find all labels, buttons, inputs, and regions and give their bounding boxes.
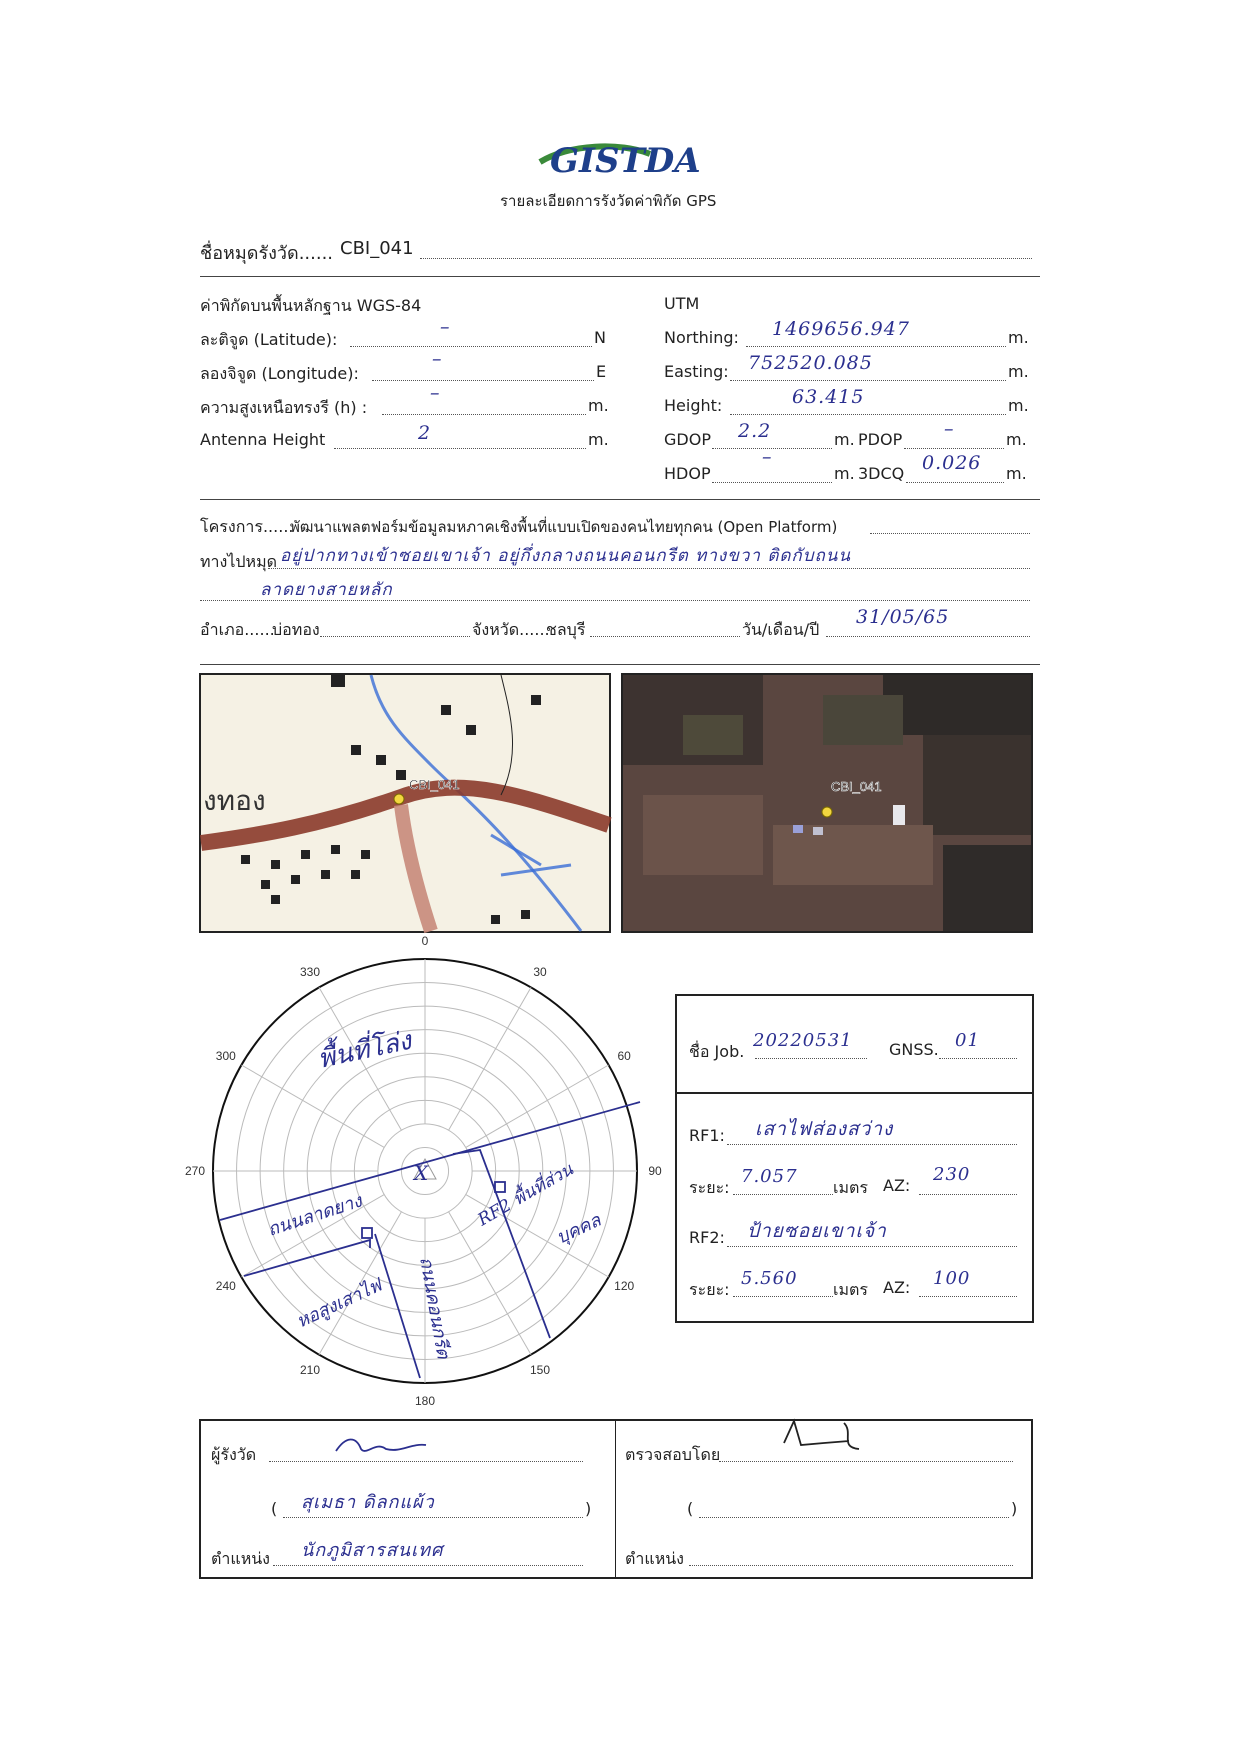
date-label: วัน/เดือน/ปี [742, 620, 820, 639]
sky-annot-rf1: หอสูงเสาไฟ [293, 1274, 386, 1333]
signature-box [199, 1419, 1033, 1579]
gdop-label: GDOP [664, 430, 711, 449]
h-unit: m. [588, 396, 609, 415]
gdop-unit: m. [834, 430, 855, 449]
lat-unit: N [594, 328, 606, 347]
sky-plot-azimuth-label: 150 [529, 1363, 551, 1378]
sky-plot-azimuth-label: 60 [617, 1049, 631, 1063]
sky-plot-azimuth-label: 120 [614, 1279, 635, 1293]
form-title: รายละเอียดการรังวัดค่าพิกัด GPS [500, 192, 717, 210]
district-value: บ่อทอง [272, 620, 320, 639]
sky-plot-azimuth-label: 240 [215, 1279, 236, 1293]
lat-value: – [440, 316, 451, 338]
gnss-value: 01 [955, 1030, 980, 1051]
sky-plot-azimuth-label: 330 [299, 964, 321, 979]
az1-label: AZ: [883, 1176, 911, 1195]
sky-annot-rf2b: บุคคล [553, 1209, 605, 1249]
pdop-label: PDOP [858, 430, 903, 449]
sky-annot-top: พื้นที่โล่ง [315, 1025, 415, 1075]
sky-annot-road1: ถนนลาดยาง [265, 1190, 365, 1241]
dist2-label: ระยะ: [689, 1280, 730, 1299]
antenna-label: Antenna Height [200, 430, 326, 449]
province-label: จังหวัด...... [472, 620, 550, 639]
surveyor-name: สุเมธา ดิลกแผ้ว [301, 1492, 435, 1513]
checker-signature [779, 1413, 889, 1455]
sky-annot-center: X [414, 1161, 429, 1185]
lat-label: ละติจูด (Latitude): [200, 330, 338, 349]
dcq-unit: m. [1006, 464, 1027, 483]
northing-label: Northing: [664, 328, 739, 347]
az2-label: AZ: [883, 1278, 911, 1297]
district-label: อำเภอ...... [200, 620, 275, 639]
rf1-value: เสาไฟส่องสว่าง [755, 1118, 894, 1140]
job-label: ชื่อ Job. [689, 1042, 745, 1061]
checker-position-label: ตำแหน่ง [625, 1549, 684, 1568]
dist2-value: 5.560 [741, 1268, 798, 1289]
easting-unit: m. [1008, 362, 1029, 381]
easting-label: Easting: [664, 362, 729, 381]
surveyor-label: ผู้รังวัด [211, 1445, 257, 1464]
rf2-value: ป้ายซอยเขาเจ้า [747, 1220, 887, 1242]
surveyor-signature [331, 1431, 431, 1461]
northing-value: 1469656.947 [772, 318, 910, 340]
sky-annot-road2: ถนนคอนกรีต [415, 1255, 454, 1361]
dist1-label: ระยะ: [689, 1178, 730, 1197]
dist2-unit: เมตร [833, 1280, 868, 1299]
project-label: โครงการ...... [200, 517, 294, 536]
job-value: 20220531 [753, 1030, 853, 1051]
gdop-value: 2.2 [738, 420, 772, 442]
position-label: ตำแหน่ง [211, 1549, 270, 1568]
antenna-value: 2 [418, 422, 432, 444]
lon-label: ลองจิจูด (Longitude): [200, 364, 359, 383]
pdop-value: – [944, 418, 955, 440]
sky-plot-azimuth-label: 210 [299, 1363, 321, 1378]
surveyor-paren-open: ( [271, 1499, 278, 1518]
topo-map [199, 673, 611, 933]
height-label: Height: [664, 396, 723, 415]
gnss-label: GNSS. [889, 1040, 939, 1059]
checker-paren-open: ( [687, 1499, 694, 1518]
sky-plot [180, 934, 662, 1408]
hdop-unit: m. [834, 464, 855, 483]
date-value: 31/05/65 [856, 606, 950, 628]
checker-label: ตรวจสอบโดย [625, 1445, 721, 1464]
province-value: ชลบุรี [546, 620, 586, 639]
logo-text: GISTDA [550, 141, 701, 181]
rf2-label: RF2: [689, 1228, 725, 1247]
northing-unit: m. [1008, 328, 1029, 347]
surveyor-paren-close: ) [585, 1499, 592, 1518]
sky-annot-rf2: RF2 พื้นที่ส่วน [474, 1159, 577, 1231]
az2-value: 100 [933, 1268, 971, 1289]
sky-plot-azimuth-label: 180 [414, 1394, 436, 1408]
dcq-label: 3DCQ [858, 464, 905, 483]
route-line1: อยู่ปากทางเข้าซอยเขาเจ้า อยู่กึ่งกลางถนนคอนกรีต ทางขวา ติดกับถนน [280, 546, 852, 566]
checker-paren-close: ) [1011, 1499, 1018, 1518]
sky-plot-azimuth-label: 0 [421, 934, 429, 948]
antenna-unit: m. [588, 430, 609, 449]
sat-point-label: CBI_041 [831, 779, 882, 794]
station-value: CBI_041 [340, 238, 414, 259]
position-value: นักภูมิสารสนเทศ [301, 1540, 444, 1561]
wgs-heading: ค่าพิกัดบนพื้นหลักฐาน WGS-84 [200, 296, 422, 315]
route-label: ทางไปหมุด [200, 552, 278, 571]
h-label: ความสูงเหนือทรงรี (h) : [200, 398, 368, 417]
rf1-label: RF1: [689, 1126, 725, 1145]
station-label: ชื่อหมุดรังวัด...... [200, 243, 334, 264]
lon-unit: E [596, 362, 607, 381]
topo-place-text: งทอง [203, 785, 266, 816]
az1-value: 230 [933, 1164, 971, 1185]
sky-plot-azimuth-label: 300 [215, 1049, 236, 1063]
project-value: พัฒนาแพลตฟอร์มข้อมูลมหภาคเชิงพื้นที่แบบเปิดของคนไทยทุกคน (Open Platform) [290, 518, 838, 536]
height-unit: m. [1008, 396, 1029, 415]
sky-plot-azimuth-label: 270 [184, 1164, 206, 1178]
dcq-value: 0.026 [922, 452, 982, 474]
easting-value: 752520.085 [748, 352, 873, 374]
pdop-unit: m. [1006, 430, 1027, 449]
gistda-logo [530, 124, 710, 186]
height-value: 63.415 [792, 386, 865, 408]
hdop-label: HDOP [664, 464, 711, 483]
dist1-value: 7.057 [741, 1166, 798, 1187]
route-line2: ลาดยางสายหลัก [260, 580, 393, 600]
h-value: – [430, 382, 441, 404]
sky-plot-azimuth-label: 90 [648, 1164, 662, 1178]
utm-heading: UTM [664, 294, 700, 313]
lon-value: – [432, 348, 443, 370]
satellite-map [621, 673, 1033, 933]
topo-point-label: CBI_041 [409, 777, 460, 792]
job-box [675, 994, 1034, 1323]
sky-plot-azimuth-label: 30 [533, 964, 547, 979]
dist1-unit: เมตร [833, 1178, 868, 1197]
hdop-value: – [762, 446, 773, 468]
